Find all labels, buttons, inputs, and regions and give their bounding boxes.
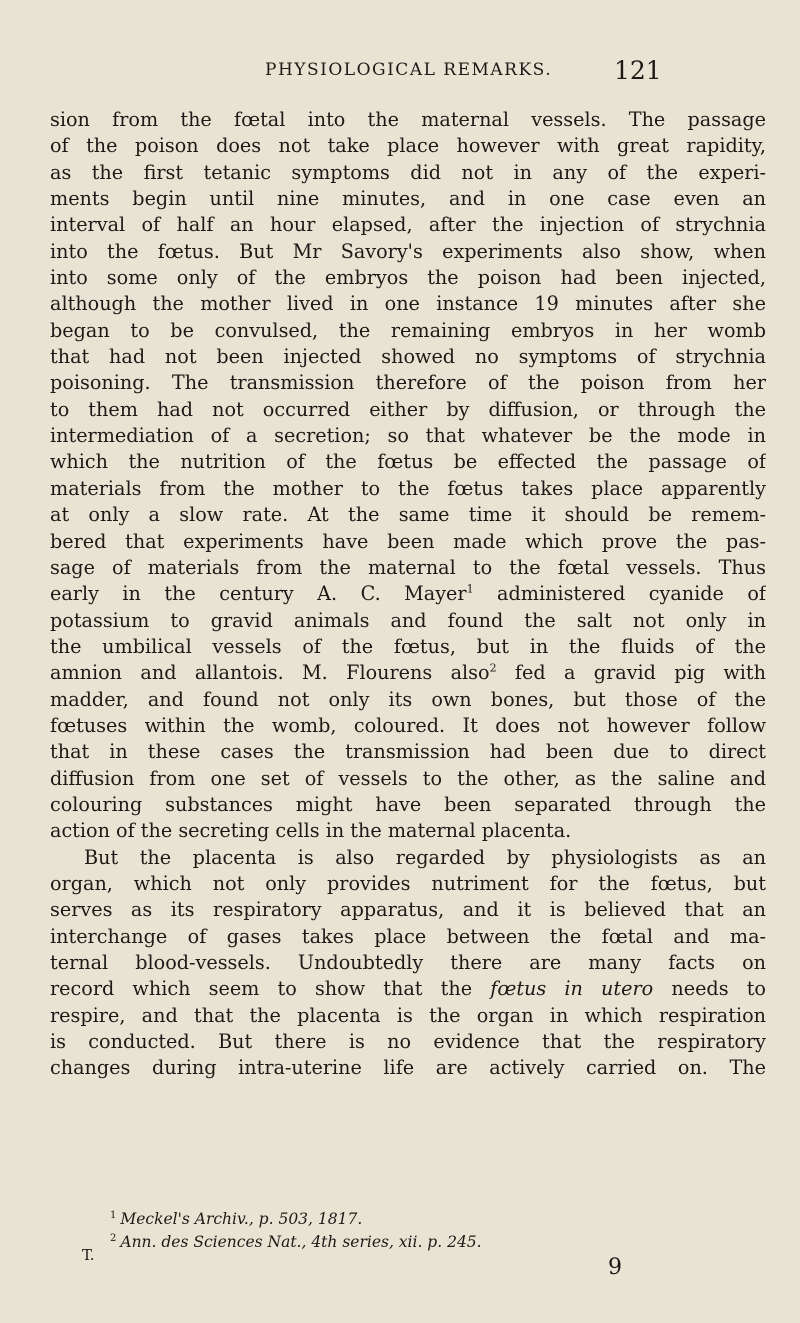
text-line: which the nutrition of the fœtus be effected the passage of xyxy=(50,450,766,474)
text-line: poisoning. The transmission therefore of the poison from her xyxy=(50,371,766,395)
footnote-text: Meckel's Archiv., p. 503, 1817. xyxy=(120,1210,363,1229)
text-segment: administered cyanide of xyxy=(473,582,766,606)
text-segment: record which seem to show that the xyxy=(50,977,491,1001)
text-line: respire, and that the placenta is the organ in which respiration xyxy=(50,1003,766,1027)
text-line xyxy=(50,581,766,607)
text-line: into some only of the embryos the poison had been injected, xyxy=(50,266,766,290)
text-line: of the poison does not take place however with great rapidity, xyxy=(50,134,766,158)
italic-phrase: fœtus in utero xyxy=(490,977,654,1001)
footnote-number: 2 xyxy=(110,1233,117,1245)
text-line: serves as its respiratory apparatus, and it is believed that an xyxy=(50,898,766,922)
text-segment: fed a gravid pig with xyxy=(496,661,766,685)
text-line: But the placenta is also regarded by physiologists as an xyxy=(84,845,766,869)
text-line xyxy=(50,660,766,686)
text-line: organ, which not only provides nutriment for the fœtus, but xyxy=(50,871,766,895)
text-line: ments begin until nine minutes, and in one case even an xyxy=(50,187,766,211)
text-line: at only a slow rate. At the same time it should be remem- xyxy=(50,503,766,527)
text-line: sage of materials from the maternal to the fœtal vessels. Thus xyxy=(50,555,766,579)
footnotes xyxy=(110,1206,670,1252)
text-line xyxy=(50,976,766,1002)
text-line: to them had not occurred either by diffusion, or through the xyxy=(50,397,766,421)
text-line: the umbilical vessels of the fœtus, but in the fluids of the xyxy=(50,634,766,658)
text-line: fœtuses within the womb, coloured. It does not however follow xyxy=(50,713,766,737)
text-line: although the mother lived in one instance 19 minutes after she xyxy=(50,292,766,316)
text-line: colouring substances might have been separated through the xyxy=(50,792,766,816)
footnote-number: 1 xyxy=(110,1210,117,1221)
footnote xyxy=(110,1206,670,1229)
page-header xyxy=(0,56,800,86)
text-line: interchange of gases takes place between the fœtal and ma- xyxy=(50,924,766,948)
text-line: is conducted. But there is no evidence that the respiratory xyxy=(50,1030,766,1054)
text-line: sion from the fœtal into the maternal vessels. The passage xyxy=(50,108,766,131)
text-line: action of the secreting cells in the maternal placenta. xyxy=(50,819,572,843)
text-line: ternal blood-vessels. Undoubtedly there are many facts on xyxy=(50,951,766,974)
text-line: into the fœtus. But Mr Savory's experiments also show, when xyxy=(50,239,766,263)
text-line: that in these cases the transmission had been due to direct xyxy=(50,740,766,764)
text-line: diffusion from one set of vessels to the other, as the saline and xyxy=(50,766,766,790)
text-line: interval of half an hour elapsed, after the injection of strychnia xyxy=(50,213,766,237)
text-line: madder, and found not only its own bones, but those of the xyxy=(50,687,766,711)
running-head: PHYSIOLOGICAL REMARKS. xyxy=(265,60,553,80)
text-line: that had not been injected showed no symptoms of strychnia xyxy=(50,345,766,369)
text-line: changes during intra-uterine life are actively carried on. The xyxy=(50,1056,766,1080)
page-number: 121 xyxy=(614,56,662,85)
text-line: as the first tetanic symptoms did not in any of the experi- xyxy=(50,160,766,184)
footnote-ref: 2 xyxy=(489,661,497,675)
text-line: potassium to gravid animals and found the salt not only in xyxy=(50,608,766,632)
text-segment: needs to xyxy=(653,977,766,1001)
text-line: bered that experiments have been made which prove the pas- xyxy=(50,529,766,553)
footnote xyxy=(110,1229,670,1252)
text-line: began to be convulsed, the remaining embryos in her womb xyxy=(50,318,766,342)
signature-mark: T. xyxy=(82,1246,95,1264)
text-line: materials from the mother to the fœtus takes place apparently xyxy=(50,476,766,500)
body-text xyxy=(50,107,766,1082)
sheet-number: 9 xyxy=(608,1255,622,1280)
text-line: intermediation of a secretion; so that whatever be the mode in xyxy=(50,424,766,448)
footnote-text: Ann. des Sciences Nat., 4th series, xii. p. 245. xyxy=(120,1233,482,1252)
text-segment: amnion and allantois. M. Flourens also xyxy=(50,661,490,685)
text-segment: early in the century A. C. Mayer xyxy=(50,582,467,606)
footnote-ref: 1 xyxy=(466,582,474,596)
